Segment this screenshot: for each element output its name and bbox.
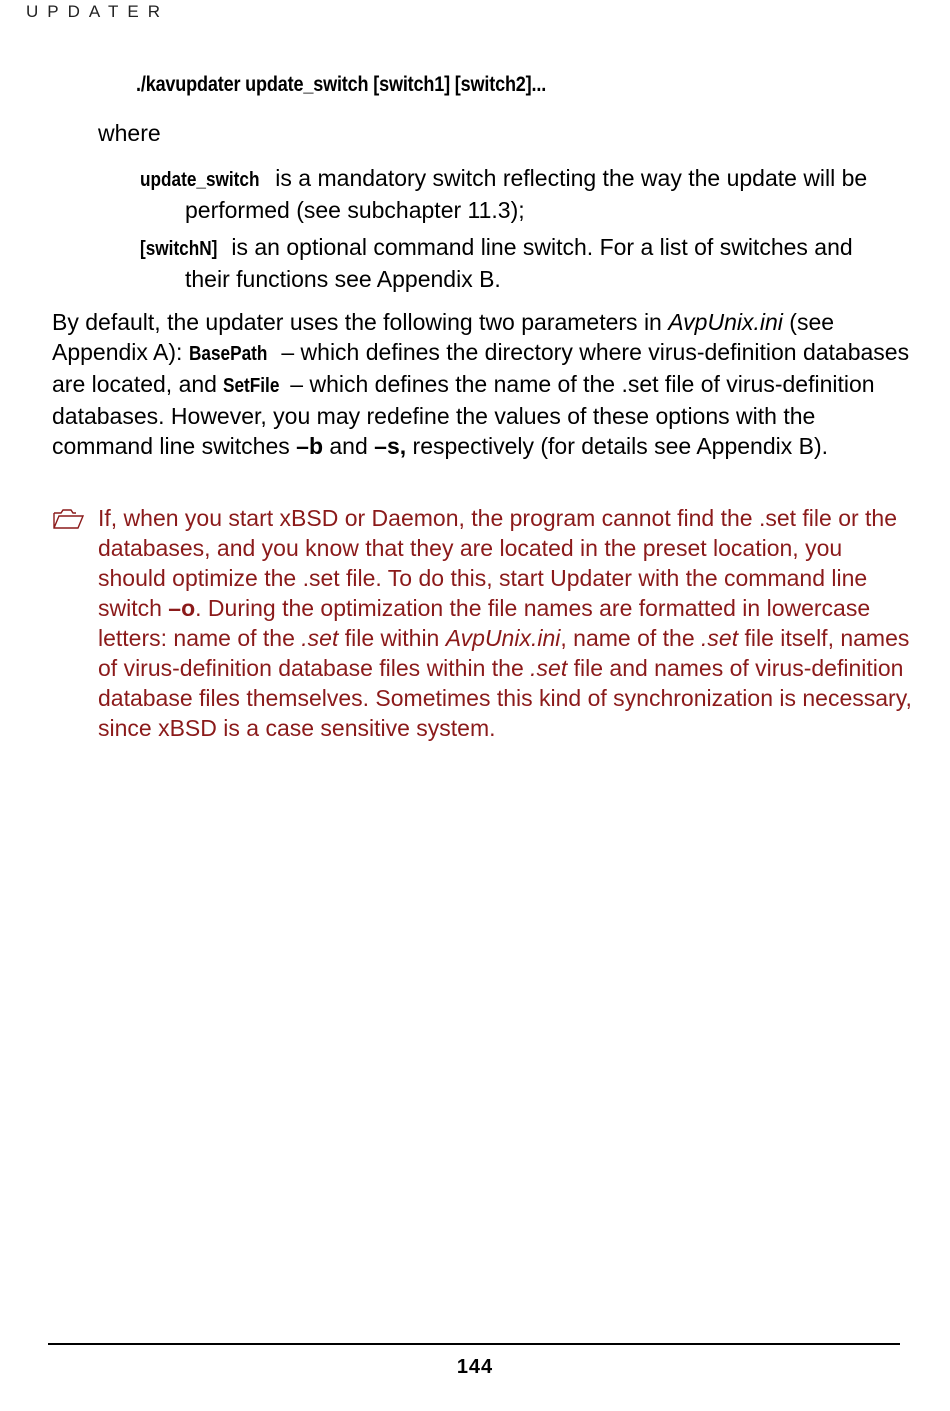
switch-name: –b xyxy=(296,433,323,459)
text-run: file within xyxy=(338,625,446,651)
definition-item xyxy=(140,232,900,294)
text-run: – which defines the name of the .set file of virus-definition databases. However, you may redefine the values of these options with the command line switches xyxy=(52,371,875,459)
text-run: respectively (for details see Appendix B). xyxy=(406,433,829,459)
definition-list xyxy=(140,163,900,301)
definition-term: [switchN] xyxy=(140,238,218,260)
text-run: and xyxy=(323,433,375,459)
parameter-name: BasePath xyxy=(188,343,268,365)
note-text xyxy=(98,503,912,743)
note-folder-icon xyxy=(52,508,86,530)
filename-italic: .set xyxy=(701,625,739,651)
text-run: file itself, names of virus-definition database files within the xyxy=(98,625,910,681)
definition-term: update_switch xyxy=(140,169,260,191)
filename-italic: .set xyxy=(530,655,568,681)
filename-italic: AvpUnix.ini xyxy=(668,309,783,335)
text-run: , name of the xyxy=(560,625,702,651)
text-run: By default, the updater uses the following two parameters in xyxy=(52,309,669,335)
running-head: UPDATER xyxy=(26,2,169,21)
note-block xyxy=(52,503,912,743)
text-run: – which defines the directory where virus-definition databases are located, and xyxy=(52,339,910,397)
text-run: (see Appendix A): xyxy=(52,309,835,365)
definition-text: is a mandatory switch reflecting the way the update will be performed (see subchapter 11.3); xyxy=(185,165,868,223)
filename-italic: .set xyxy=(301,625,339,651)
switch-name: –o xyxy=(168,595,196,621)
command-syntax: ./kavupdater update_switch [switch1] [switch2]... xyxy=(136,73,547,96)
text-run: . During the optimization the file names are formatted in lowercase letters: name of the xyxy=(98,595,871,651)
parameter-name: SetFile xyxy=(223,375,280,397)
definition-text: is an optional command line switch. For a list of switches and their functions see Appendix B. xyxy=(185,234,853,292)
definition-item xyxy=(140,163,900,225)
filename-italic: AvpUnix.ini xyxy=(445,625,561,651)
text-run: file and names of virus-definition database files themselves. Sometimes this kind of synchronization is necessary, since xBSD is a case sensitive system. xyxy=(98,655,912,741)
body-paragraph xyxy=(52,307,912,461)
text-run: If, when you start xBSD or Daemon, the program cannot find the .set file or the databases, and you know that they are located in the preset location, you should optimize the .set file. To do this, start Updater with the command line switch xyxy=(98,505,898,621)
page-number: 144 xyxy=(456,1356,494,1378)
switch-name: –s, xyxy=(374,433,407,459)
where-label: where xyxy=(98,120,161,146)
footer-divider xyxy=(48,1343,900,1345)
